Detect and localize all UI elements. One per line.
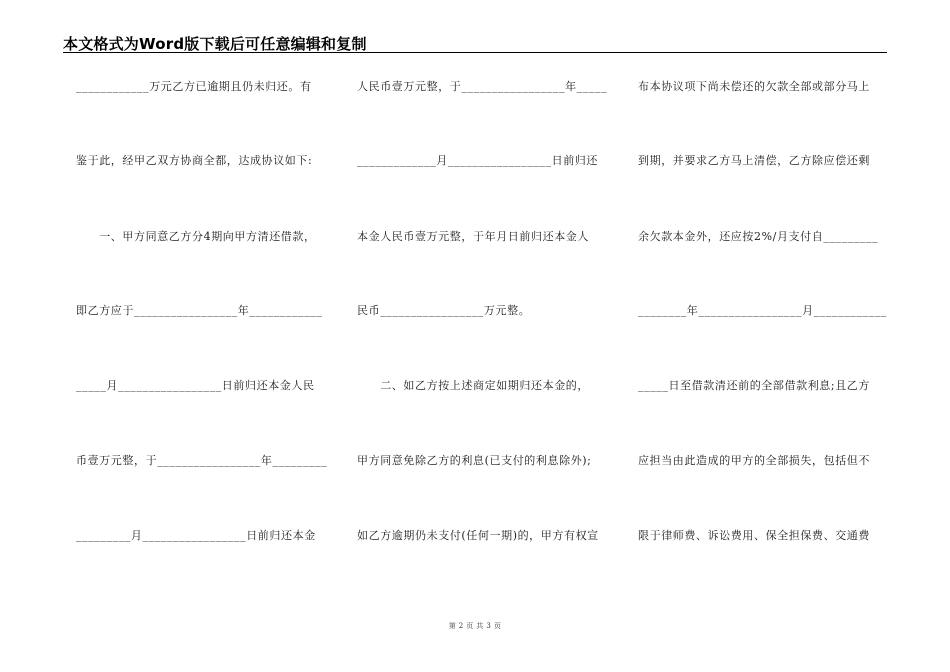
text-line: 甲方同意免除乙方的利息(已支付的利息除外);	[357, 454, 592, 467]
text-line: ____________万元乙方已逾期且仍未归还。有	[76, 80, 312, 93]
text-line: 布本协议项下尚未偿还的欠款全部或部分马上	[638, 80, 870, 93]
document-header-title: 本文格式为Word版下载后可任意编辑和复制	[63, 35, 367, 53]
text-line: 一、甲方同意乙方分4期向甲方清还借款，	[76, 230, 316, 243]
header-divider	[63, 52, 887, 53]
text-line: _________月_________________日前归还本金	[76, 529, 316, 542]
text-line: ________年_________________月____________	[638, 304, 887, 317]
text-line: 到期，并要求乙方马上清偿，乙方除应偿还剩	[638, 154, 870, 167]
text-line: 应担当由此造成的甲方的全部损失，包括但不	[638, 454, 870, 467]
page-number-footer: 第 2 页 共 3 页	[448, 622, 502, 630]
text-line: 即乙方应于_________________年____________	[76, 304, 323, 317]
text-line: 本金人民币壹万元整，于年月日前归还本金人	[357, 230, 589, 243]
text-line: 余欠款本金外，还应按2%/月支付自_________	[638, 230, 879, 243]
text-line: 限于律师费、诉讼费用、保全担保费、交通费	[638, 529, 870, 542]
text-line: 如乙方逾期仍未支付(任何一期)的，甲方有权宣	[357, 529, 599, 542]
text-line: 鉴于此，经甲乙双方协商全都，达成协议如下:	[76, 154, 313, 167]
text-line: _____日至借款清还前的全部借款利息;且乙方	[638, 379, 871, 392]
text-line: 民币_________________万元整。	[357, 304, 531, 317]
text-line: 二、如乙方按上述商定如期归还本金的，	[357, 379, 589, 392]
text-line: 人民币壹万元整，于_________________年_____	[357, 80, 608, 93]
text-line: _____________月_________________日前归还	[357, 154, 598, 167]
text-line: 币壹万元整，于_________________年_________	[76, 454, 328, 467]
text-line: _____月_________________日前归还本金人民	[76, 379, 315, 392]
